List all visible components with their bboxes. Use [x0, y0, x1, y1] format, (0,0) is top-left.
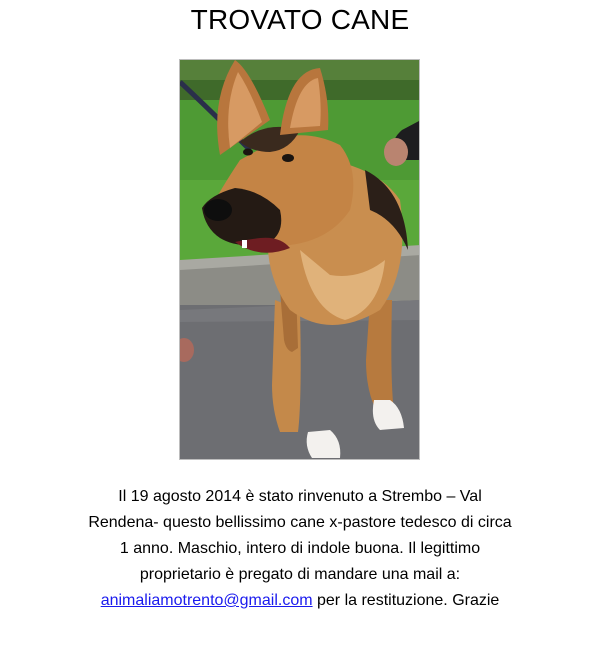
announcement-line: Rendena- questo bellissimo cane x-pastore tedesco di circa [88, 514, 512, 531]
email-link[interactable]: animaliamotrento@gmail.com [100, 592, 313, 609]
german-shepherd-dog-photo-icon [180, 60, 420, 460]
announcement-line: proprietario è pregato di mandare una mail a: [139, 566, 461, 583]
announcement-text [60, 484, 540, 614]
announcement-line-contact [60, 588, 540, 614]
dog-photo [179, 59, 420, 460]
announcement-line: 1 anno. Maschio, intero di indole buona. Il legittimo [119, 540, 481, 557]
announcement-line: Il 19 agosto 2014 è stato rinvenuto a Strembo – Val [118, 488, 482, 505]
poster-title: TROVATO CANE [190, 4, 410, 35]
closing-text: per la restituzione. Grazie [312, 592, 500, 609]
